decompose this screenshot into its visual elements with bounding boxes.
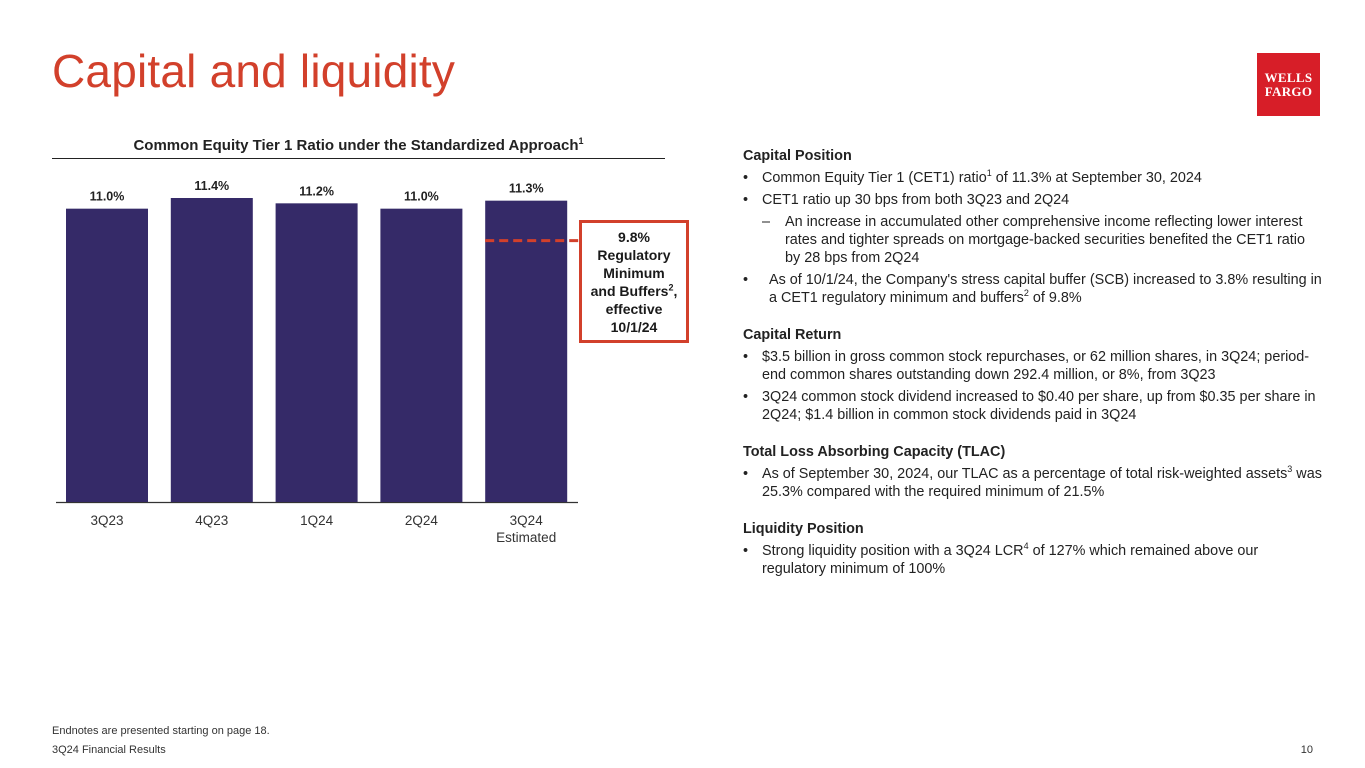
bar-1q24 [276,203,358,502]
liquidity-section [743,520,1323,578]
wells-fargo-logo [1257,53,1320,116]
capital-position-bullet-1 [743,169,1323,187]
value-label-2q24: 11.0% [404,189,439,204]
cp-b1-ref: 1 [986,168,992,179]
bar-4q23 [171,198,253,502]
tlac-heading: Total Loss Absorbing Capacity (TLAC) [743,444,1006,460]
callout-line-1: 9.8% [618,228,650,245]
chart-title-ref: 1 [578,136,584,146]
value-label-4q23: 11.4% [194,179,230,193]
tlac-b1-post: was 25.3% compared with the required minimum of 21.5% [762,466,1322,500]
bar-3q23 [66,209,148,502]
category-label-3q23: 3Q23 [90,513,124,528]
value-label-1q24: 11.2% [299,184,334,199]
tlac-bullet-1 [743,465,1323,501]
tlac-b1-pre: As of September 30, 2024, our TLAC as a percentage of total risk-weighted assets [762,466,1288,482]
tlac-section [743,443,1323,501]
page-title: Capital and liquidity [52,45,456,97]
liquidity-bullet-1 [743,542,1323,578]
value-label-3q23: 11.0% [89,189,125,204]
capital-position-subbullet: – An increase in accumulated other comprehensive income reflecting lower interest rates and tighter spreads on mortgage-backed securities benefited the CET1 ratio by 28 bps from 2Q24 [743,213,1323,267]
capital-position-section [743,147,1323,307]
cp-b1-pre: Common Equity Tier 1 (CET1) ratio [762,170,987,186]
callout-line-2: Regulatory [597,246,671,263]
capital-position-bullet-2: • CET1 ratio up 30 bps from both 3Q23 and 2Q24 [743,191,1323,209]
category-label-2q24: 2Q24 [404,513,438,528]
capital-position-heading: Capital Position [743,148,852,164]
value-label-3q24: 11.3% [508,181,544,196]
capital-return-bullet-1: • $3.5 billion in gross common stock repurchases, or 62 million shares, in 3Q24; period-end common shares outstanding down 292.4 million, or 8%, from 3Q23 [743,348,1323,384]
chart-title-text: Common Equity Tier 1 Ratio under the Standardized Approach [133,137,579,154]
callout-line-4-tail: , [673,282,678,299]
cp-b3-pre: As of 10/1/24, the Company's stress capital buffer (SCB) increased to 3.8% resulting in a CET1 regulatory minimum and buffers [769,272,1322,306]
endnote-text: Endnotes are presented starting on page 18. [52,725,270,737]
footer-report-name: 3Q24 Financial Results [52,744,166,756]
regulatory-minimum-callout [579,220,689,343]
bar-3q24 [485,201,567,502]
category-label-3q24: 3Q24 [509,513,543,528]
cp-b3-post: of 9.8% [1028,290,1082,306]
bar-2q24 [380,209,462,502]
page-number: 10 [1300,744,1313,756]
category-label-4q23: 4Q23 [195,513,229,528]
liq-b1-pre: Strong liquidity position with a 3Q24 LCR [762,543,1024,559]
tlac-b1-ref: 3 [1287,464,1293,475]
capital-position-bullet-3 [743,271,1323,307]
callout-line-4-text: and Buffers [590,282,669,299]
callout-ref: 2 [668,281,674,292]
callout-line-4 [591,282,678,300]
callout-line-5: effective [605,300,663,317]
category-sublabel-3q24: Estimated [496,530,557,545]
callout-line-6: 10/1/24 [610,318,658,335]
capital-return-bullet-2: • 3Q24 common stock dividend increased to $0.40 per share, up from $0.35 per share in 2Q24; $1.4 billion in common stock dividends paid in 3Q24 [743,388,1323,424]
commentary-panel [743,147,1323,597]
category-label-1q24: 1Q24 [300,513,334,528]
liq-b1-post: of 127% which remained above our regulatory minimum of 100% [762,543,1259,577]
liq-b1-ref: 4 [1023,541,1029,552]
logo-line-1: WELLS [1264,69,1313,85]
logo-line-2: FARGO [1264,83,1313,99]
cp-b3-ref: 2 [1023,288,1029,299]
capital-return-section [743,326,1323,424]
liquidity-heading: Liquidity Position [743,521,864,537]
callout-line-3: Minimum [603,264,665,281]
cp-b1-post: of 11.3% at September 30, 2024 [991,170,1202,186]
capital-return-heading: Capital Return [743,327,842,343]
